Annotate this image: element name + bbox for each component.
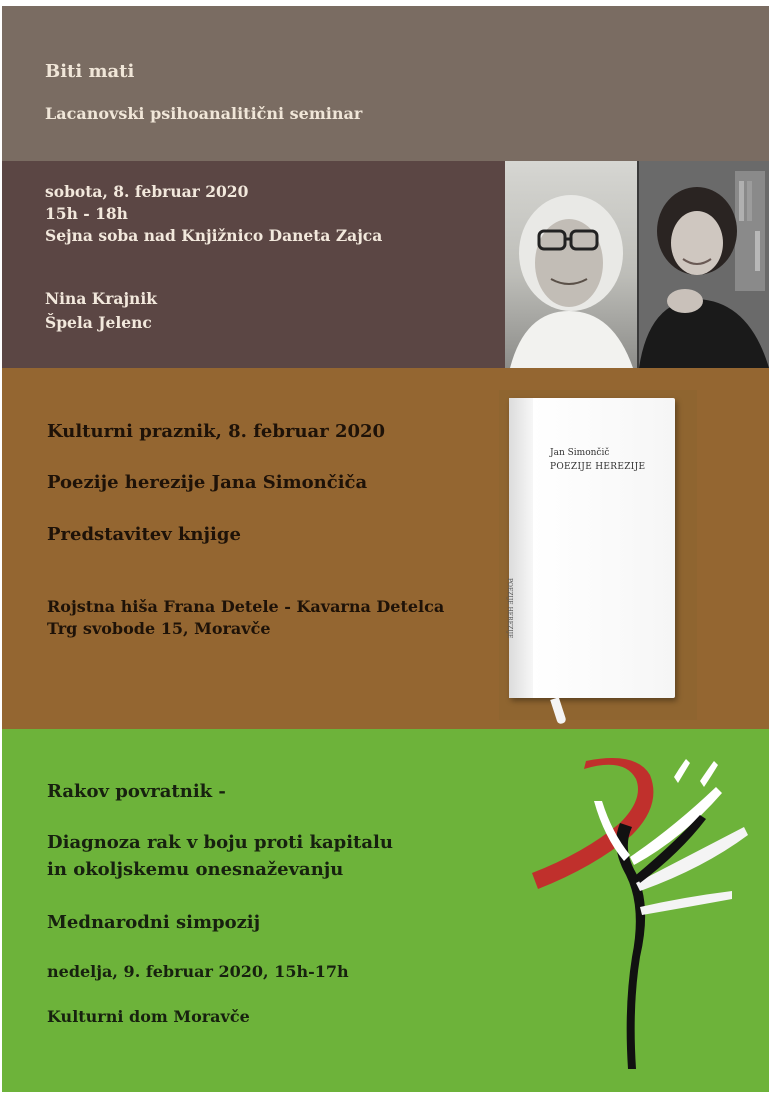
symposium-band (2, 729, 769, 1092)
book-title-line: Poezije herezije Jana Simončiča (47, 472, 368, 493)
seminar-time: 15h - 18h (45, 204, 128, 223)
book-presentation-band (2, 368, 769, 729)
presentation-address: Trg svobode 15, Moravče (47, 619, 271, 638)
book-cover-author: Jan Simončič (550, 448, 610, 458)
book-spine-text: POEZIJE HEREZIJE (506, 578, 513, 639)
presentation-label: Predstavitev knjige (47, 524, 241, 545)
white-leaf-shape (636, 827, 748, 891)
seminar-header-band (2, 6, 769, 161)
symposium-datetime: nedelja, 9. februar 2020, 15h-17h (47, 962, 349, 981)
cultural-day-heading: Kulturni praznik, 8. februar 2020 (47, 421, 386, 442)
bookmark-ribbon (550, 697, 567, 725)
symposium-title: Rakov povratnik - (47, 781, 226, 802)
seminar-subtitle: Lacanovski psihoanalitični seminar (45, 104, 363, 123)
red-ribbon-shape (532, 758, 653, 889)
book-cover-title: POEZIJE HEREZIJE (550, 462, 646, 472)
book (506, 398, 675, 698)
symposium-subtitle-line1: Diagnoza rak v boju proti kapitalu (47, 832, 393, 853)
seminar-venue: Sejna soba nad Knjižnico Daneta Zajca (45, 226, 383, 245)
seminar-details-band (2, 161, 769, 368)
speaker-name: Špela Jelenc (45, 313, 152, 332)
seminar-date: sobota, 8. februar 2020 (45, 182, 249, 201)
speaker-photo-spela (639, 161, 769, 368)
speaker-name: Nina Krajnik (45, 289, 157, 308)
symposium-venue: Kulturni dom Moravče (47, 1007, 250, 1026)
white-leaf-shape (700, 761, 718, 787)
white-leaf-shape (640, 891, 732, 915)
speaker-photo-nina (505, 161, 637, 368)
white-leaf-shape (674, 759, 690, 783)
presentation-venue: Rojstna hiša Frana Detele - Kavarna Detelca (47, 597, 445, 616)
seminar-title: Biti mati (45, 61, 135, 82)
symposium-type: Mednarodni simpozij (47, 912, 261, 933)
book-cover-image (499, 390, 697, 720)
book-spine (509, 398, 533, 698)
speaker-photos (505, 161, 769, 368)
ribbon-flower-logo (524, 757, 756, 1069)
symposium-subtitle-line2: in okoljskemu onesnaževanju (47, 859, 344, 880)
